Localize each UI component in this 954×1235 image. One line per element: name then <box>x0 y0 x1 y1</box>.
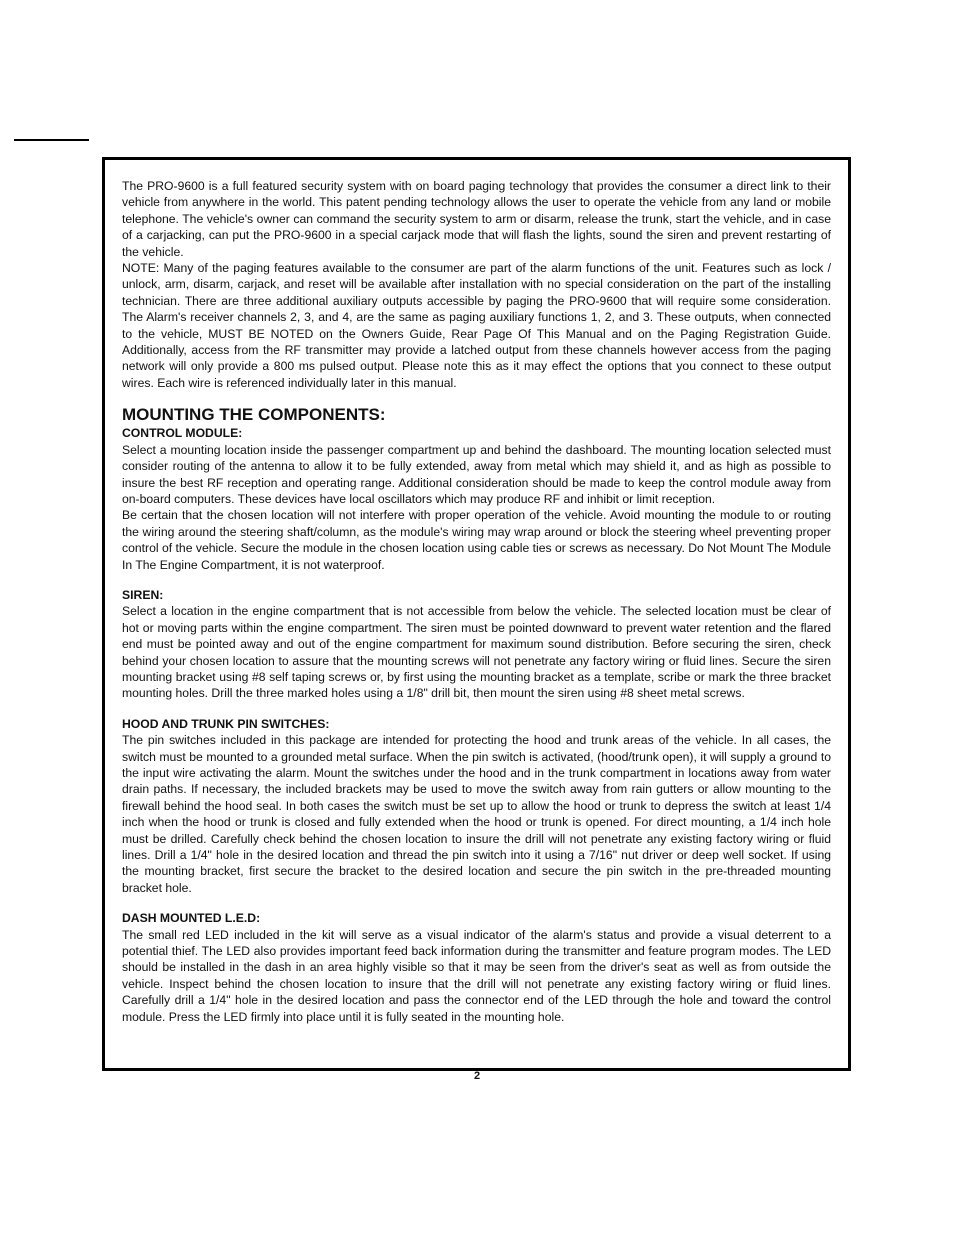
page-body <box>122 178 831 1025</box>
subheading-control-module: CONTROL MODULE: <box>122 426 243 441</box>
page-number: 2 <box>473 1070 481 1082</box>
dash-led-paragraph: The small red LED included in the kit will serve as a visual indicator of the alarm's status and provide a visual deterrent to a potential thief. The LED also provides important feed back information during the transmitter and feature program modes. The LED should be installed in the dash in an area highly visible so that it may be seen from the driver's seat as well as from outside the vehicle. Inspect behind the chosen location to insure that the drill will not penetrate any existing factory wiring or fluid lines. Carefully drill a 1/4" hole in the desired location and pass the connector end of the LED through the hole and toward the control module. Press the LED firmly into place until it is fully seated in the mounting hole. <box>122 927 831 1024</box>
pin-switches-paragraph: The pin switches included in this package are intended for protecting the hood and trunk areas of the vehicle. In all cases, the switch must be mounted to a grounded metal surface. When the pin switch is activated, (hood/trunk open), it will supply a ground to the input wire activating the alarm. Mount the switches under the hood and in the trunk compartment in locations away from water drain paths. If necessary, the included brackets may be used to move the switch away from rain gutters or allow mounting to the firewall behind the hood seal. In both cases the switch must be set up to allow the hood or trunk to depress the switch at least 1/4 inch when the hood or trunk is closed and fully extended when the hood or trunk is opened. For direct mounting, a 1/4 inch hole must be drilled. Carefully check behind the chosen location to insure the drill will not penetrate any existing factory wiring or fluid lines. Drill a 1/4" hole in the desired location and thread the pin switch into it using a 7/16" nut driver or deep well socket. If using the mounting bracket, first secure the bracket to the desired location and secure the pin switch in the pre-threaded mounting bracket hole. <box>122 733 831 895</box>
content-frame <box>102 157 851 1071</box>
control-module-paragraph-2: Be certain that the chosen location will not interfere with proper operation of the vehicle. Avoid mounting the module to or routing the wiring around the steering shaft/column, as the module's wiring may wrap around or block the steering wheel preventing proper control of the vehicle. Secure the module in the chosen location using cable ties or screws as necessary. Do Not Mount The Module In The Engine Compartment, it is not waterproof. <box>122 508 831 572</box>
note-paragraph: NOTE: Many of the paging features available to the consumer are part of the alarm functions of the unit. Features such as lock / unlock, arm, disarm, carjack, and reset will be available after installation with no special consideration on the part of the installing technician. There are three additional auxiliary outputs accessible by paging the PRO-9600 that will require some consideration. The Alarm's receiver channels 2, 3, and 4, are the same as paging auxiliary functions 1, 2, and 3. These outputs, when connected to the vehicle, MUST BE NOTED on the Owners Guide, Rear Page Of This Manual and on the Paging Registration Guide. Additionally, access from the RF transmitter may provide a latched output from these channels however access from the paging network will only provide a 800 ms pulsed output. Please note this as it may effect the options that you connect to these output wires. Each wire is referenced individually later in this manual. <box>122 261 831 390</box>
subheading-siren: SIREN: <box>122 587 164 602</box>
intro-paragraph: The PRO-9600 is a full featured security system with on board paging technology that provides the consumer a direct link to their vehicle from anywhere in the world. This patent pending technology allows the user to operate the vehicle from any land or mobile telephone. The vehicle's owner can command the security system to arm or disarm, release the trunk, start the vehicle, and in case of a carjacking, can put the PRO-9600 in a special carjack mode that will flash the lights, sound the siren and prevent restarting of the vehicle. <box>122 179 831 259</box>
header-rule <box>14 139 89 141</box>
section-heading-mounting: MOUNTING THE COMPONENTS: <box>122 405 386 425</box>
subheading-dash-led: DASH MOUNTED L.E.D: <box>122 911 261 926</box>
siren-paragraph: Select a location in the engine compartment that is not accessible from below the vehicle. The selected location must be clear of hot or moving parts within the engine compartment. The siren must be pointed downward to prevent water retention and the flared end must be pointed away and out of the engine compartment for maximum sound distribution. Before securing the siren, check behind your chosen location to assure that the mounting screws will not penetrate any factory wiring or fluid lines. Secure the siren mounting bracket using #8 self taping screws or, by first using the mounting bracket as a template, scribe or mark the three bracket mounting holes. Drill the three marked holes using a 1/8" drill bit, then mount the siren using #8 sheet metal screws. <box>122 604 831 701</box>
control-module-paragraph-1: Select a mounting location inside the passenger compartment up and behind the dashboard. The mounting location selected must consider routing of the antenna to allow it to be fully extended, away from metal which may shield it, and as high as possible to insure the best RF reception and operating range. Additional consideration should be made to keep the control module away from on-board computers. These devices have local oscillators which may produce RF and inhibit or limit reception. <box>122 442 831 506</box>
subheading-pin-switches: HOOD AND TRUNK PIN SWITCHES: <box>122 716 330 731</box>
